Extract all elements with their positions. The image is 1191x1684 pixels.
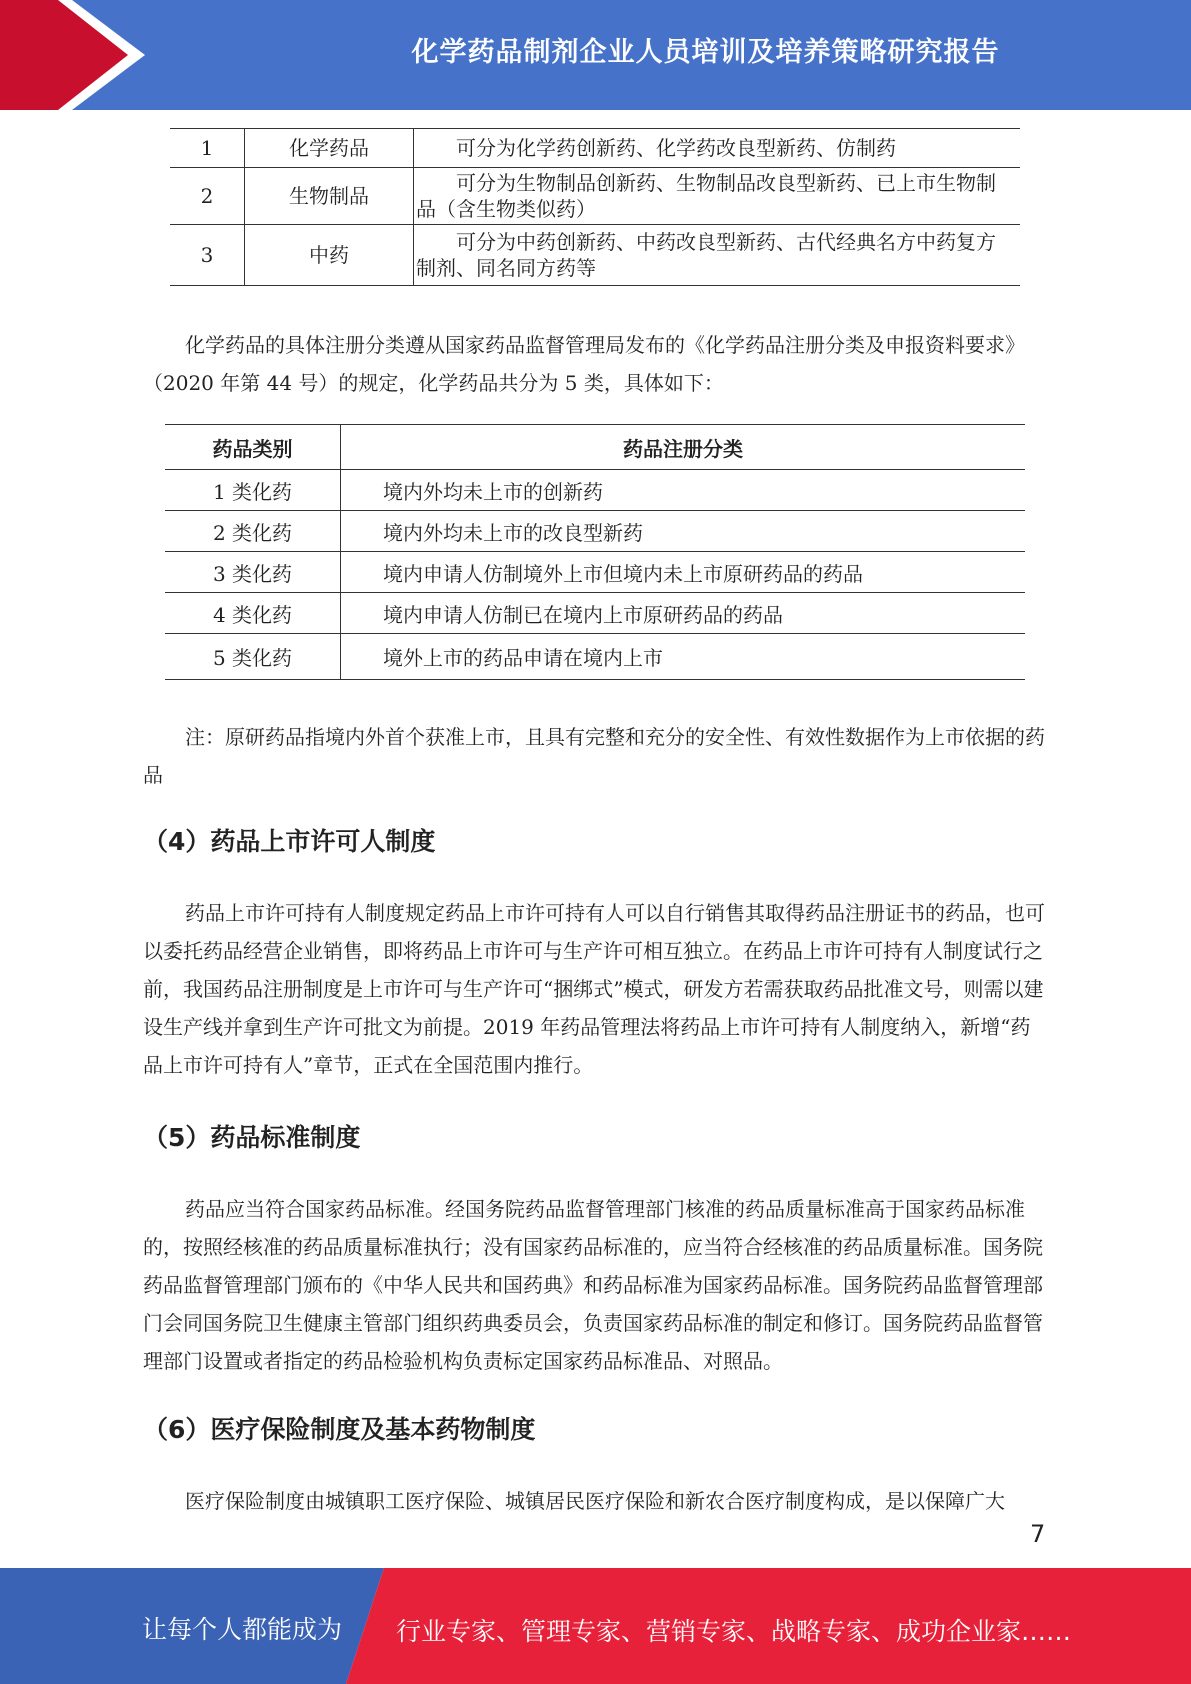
chemical-drug-class-table <box>165 424 1025 680</box>
table-row <box>170 168 1020 225</box>
drug-class-description: 境外上市的药品申请在境内上市 <box>341 634 1026 680</box>
header-arrow-decoration <box>0 0 160 110</box>
section-heading-4: （4）药品上市许可人制度 <box>143 827 436 856</box>
column-header-classification: 药品注册分类 <box>341 425 1026 470</box>
category-name: 化学药品 <box>245 129 414 168</box>
category-name: 中药 <box>245 225 414 286</box>
section-4-body: 药品上市许可持有人制度规定药品上市许可持有人可以自行销售其取得药品注册证书的药品，也可以委托药品经营企业销售，即将药品上市许可与生产许可相互独立。在药品上市许可持有人制度试行之前，我国药品注册制度是上市许可与生产许可“捆绑式”模式，研发方若需获取药品批准文号，则需以建设生产线并拿到生产许可批文为前提。2019 年药品管理法将药品上市许可持有人制度纳入，新增“药品上市许可持有人”章节，正式在全国范围内推行。 <box>143 901 1045 1077</box>
table-row <box>165 511 1025 552</box>
drug-class-description: 境内申请人仿制已在境内上市原研药品的药品 <box>341 593 1026 634</box>
paragraph-chemical-registration: 化学药品的具体注册分类遵从国家药品监督管理局发布的《化学药品注册分类及申报资料要求》（2020 年第 44 号）的规定，化学药品共分为 5 类，具体如下： <box>143 333 1025 395</box>
category-description: 可分为中药创新药、中药改良型新药、古代经典名方中药复方 制剂、同名同方药等 <box>414 225 1021 286</box>
drug-category-table <box>170 128 1020 286</box>
table-row <box>170 129 1020 168</box>
drug-class: 1 类化药 <box>165 470 341 511</box>
page-header <box>0 0 1191 110</box>
section-heading-6: （6）医疗保险制度及基本药物制度 <box>143 1415 536 1444</box>
table-row <box>165 634 1025 680</box>
drug-class: 3 类化药 <box>165 552 341 593</box>
category-description: 可分为生物制品创新药、生物制品改良型新药、已上市生物制 品（含生物类似药） <box>414 168 1021 225</box>
footer-slogan-left: 让每个人都能成为 <box>142 1615 343 1644</box>
column-header-category: 药品类别 <box>165 425 341 470</box>
category-name: 生物制品 <box>245 168 414 225</box>
section-6-body: 医疗保险制度由城镇职工医疗保险、城镇居民医疗保险和新农合医疗制度构成，是以保障广大 <box>185 1489 1005 1513</box>
page-footer <box>0 1568 1191 1684</box>
table-row <box>165 593 1025 634</box>
drug-class-description: 境内申请人仿制境外上市但境内未上市原研药品的药品 <box>341 552 1026 593</box>
table-row <box>170 225 1020 286</box>
note-paragraph: 注：原研药品指境内外首个获准上市，且具有完整和充分的安全性、有效性数据作为上市依据的药品 <box>143 725 1045 787</box>
table-header-row <box>165 425 1025 470</box>
section-5-body: 药品应当符合国家药品标准。经国务院药品监督管理部门核准的药品质量标准高于国家药品标准的，按照经核准的药品质量标准执行；没有国家药品标准的，应当符合经核准的药品质量标准。国务院药品监督管理部门颁布的《中华人民共和国药典》和药品标准为国家药品标准。国务院药品监督管理部门会同国务院卫生健康主管部门组织药典委员会，负责国家药品标准的制定和修订。国务院药品监督管理部门设置或者指定的药品检验机构负责标定国家药品标准品、对照品。 <box>143 1197 1043 1373</box>
row-number: 1 <box>170 129 245 168</box>
row-number: 2 <box>170 168 245 225</box>
row-number: 3 <box>170 225 245 286</box>
page-number: 7 <box>1030 1520 1046 1548</box>
drug-class-description: 境内外均未上市的改良型新药 <box>341 511 1026 552</box>
drug-class: 4 类化药 <box>165 593 341 634</box>
footer-slogan-right: 行业专家、管理专家、营销专家、战略专家、成功企业家…… <box>396 1617 1072 1646</box>
drug-class: 2 类化药 <box>165 511 341 552</box>
table-row <box>165 470 1025 511</box>
table-row <box>165 552 1025 593</box>
report-title: 化学药品制剂企业人员培训及培养策略研究报告 <box>411 37 1000 68</box>
drug-class-description: 境内外均未上市的创新药 <box>341 470 1026 511</box>
section-heading-5: （5）药品标准制度 <box>143 1123 361 1152</box>
drug-class: 5 类化药 <box>165 634 341 680</box>
category-description: 可分为化学药创新药、化学药改良型新药、仿制药 <box>414 129 1021 168</box>
